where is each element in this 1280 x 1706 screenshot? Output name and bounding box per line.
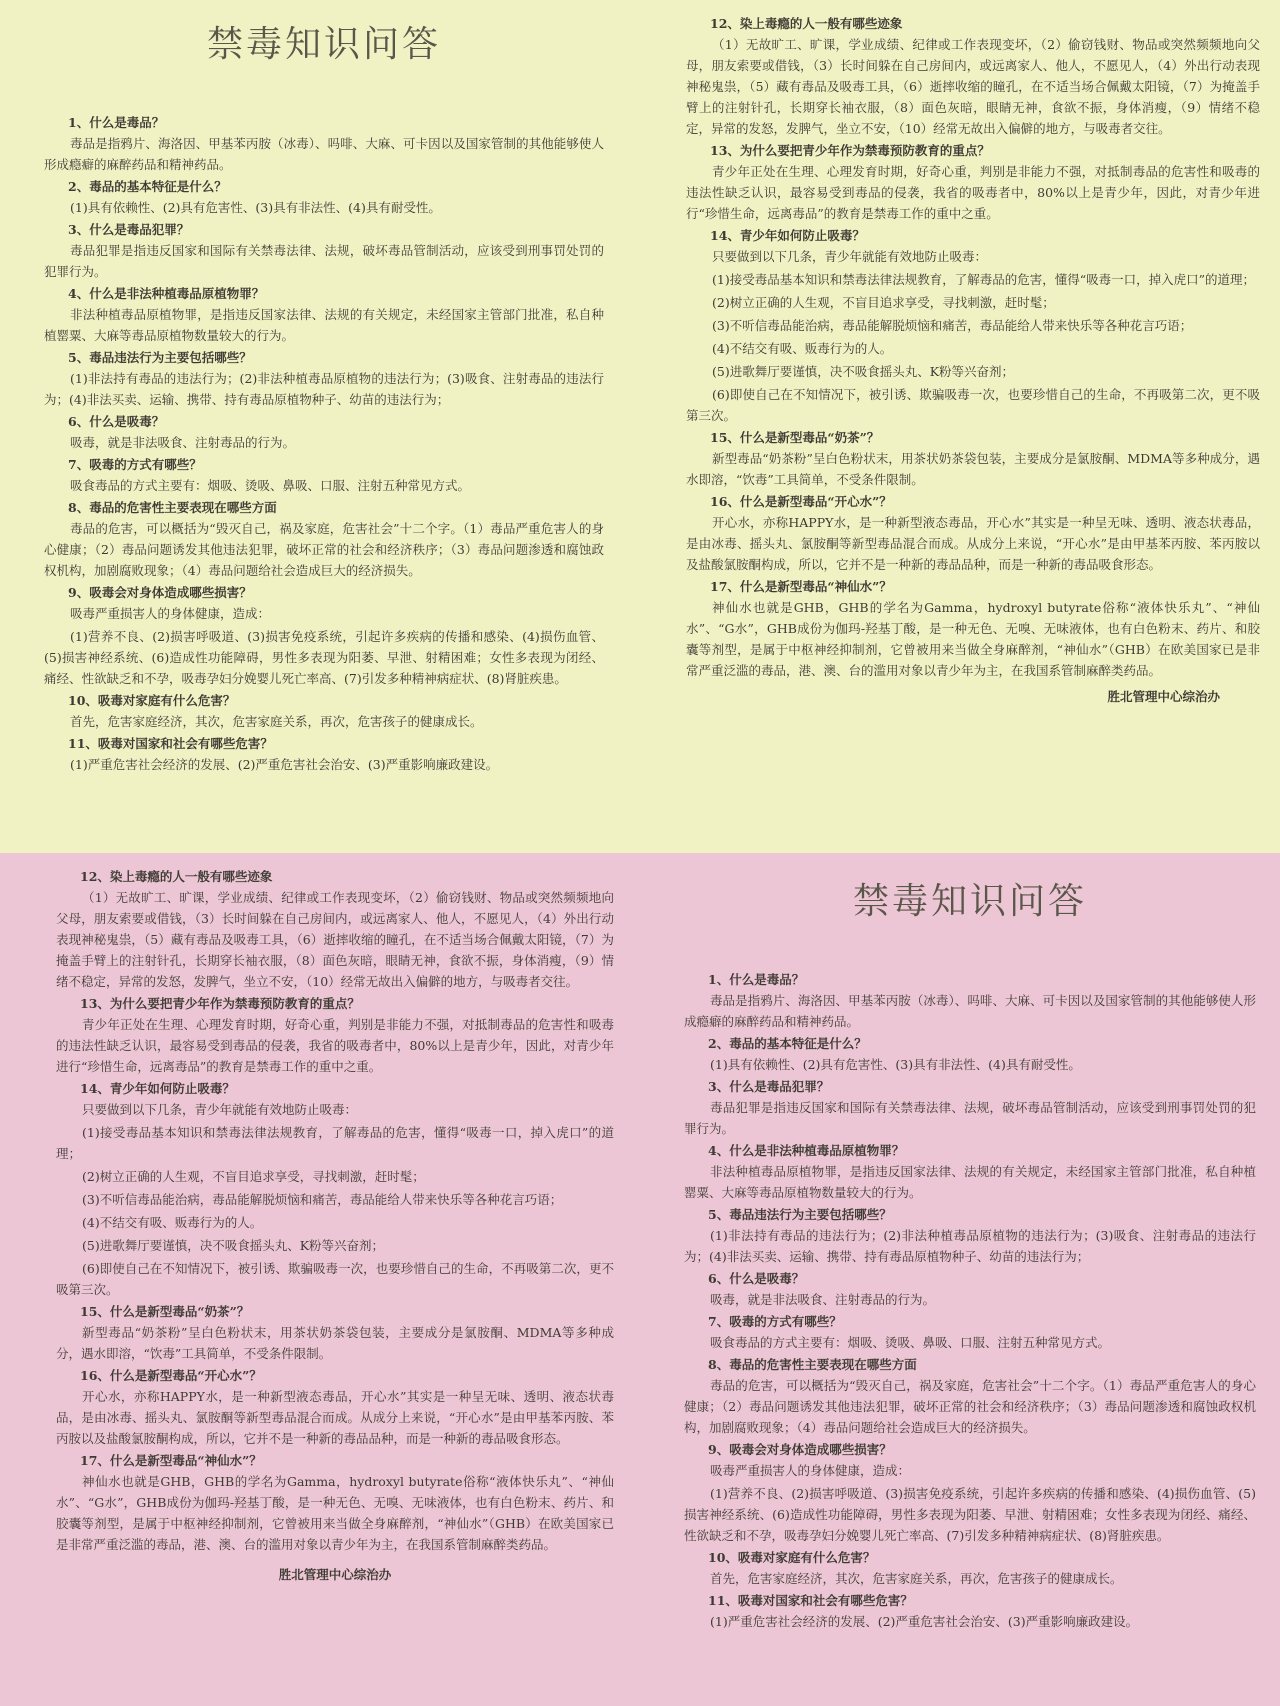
answer-text: 首先，危害家庭经济，其次，危害家庭关系，再次，危害孩子的健康成长。 <box>70 714 483 729</box>
answer-text: (1)严重危害社会经济的发展、(2)严重危害社会治安、(3)严重影响廉政建设。 <box>70 757 499 772</box>
question-heading: 12、染上毒瘾的人一般有哪些迹象 <box>710 16 903 31</box>
question-heading: 17、什么是新型毒品“神仙水”？ <box>710 579 892 594</box>
page-title: 禁毒知识问答 <box>852 881 1087 922</box>
page-title: 禁毒知识问答 <box>206 24 441 65</box>
question-heading: 8、毒品的危害性主要表现在哪些方面 <box>68 500 277 515</box>
answer-text: 青少年正处在生理、心理发育时期，好奇心重，判别是非能力不强，对抵制毒品的危害性和吸毒的违法性缺乏认识，最容易受到毒品的侵袭，我省的吸毒者中，80%以上是青少年，因此，对青少年进行“珍惜生命，远离毒品”的教育是禁毒工作的重中之重。 <box>686 164 1260 221</box>
answer-text: 毒品的危害，可以概括为“毁灭自己，祸及家庭，危害社会”十二个字。（1）毒品严重危害人的身心健康；（2）毒品问题诱发其他违法犯罪，破坏正常的社会和经济秩序；（3）毒品问题渗透和腐蚀政权机构，加剧腐败现象；（4）毒品问题给社会造成巨大的经济损失。 <box>684 1378 1256 1435</box>
question-heading: 9、吸毒会对身体造成哪些损害？ <box>68 585 252 600</box>
qa-list <box>44 113 604 775</box>
question-heading: 14、青少年如何防止吸毒？ <box>710 228 865 243</box>
answer-text: 神仙水也就是GHB，GHB的学名为Gamma，hydroxyl butyrate俗称“液体快乐丸”、“神仙水”、“G水”，GHB成份为伽玛-羟基丁酸，是一种无色、无嗅、无味液体，也有白色粉末、药片、和胶囊等剂型，是属于中枢神经抑制剂，它曾被用来当做全身麻醉剂，“神仙水”（GHB）在欧美国家已是非常严重泛滥的毒品，港、澳、台的滥用对象以青少年为主，在我国系管制麻醉类药品。 <box>56 1474 614 1552</box>
answer-text: 吸毒，就是非法吸食、注射毒品的行为。 <box>70 435 296 450</box>
question-heading: 5、毒品违法行为主要包括哪些？ <box>708 1207 892 1222</box>
answer-text: 毒品犯罪是指违反国家和国际有关禁毒法律、法规，破坏毒品管制活动，应该受到刑事罚处罚的犯罪行为。 <box>44 243 604 279</box>
answer-text: (6)即使自己在不知情况下，被引诱、欺骗吸毒一次，也要珍惜自己的生命，不再吸第二次，更不吸第三次。 <box>686 387 1260 423</box>
question-heading: 11、吸毒对国家和社会有哪些危害？ <box>708 1593 913 1608</box>
answer-text: 吸毒，就是非法吸食、注射毒品的行为。 <box>710 1292 936 1307</box>
answer-text: 非法种植毒品原植物罪，是指违反国家法律、法规的有关规定，未经国家主管部门批准，私自种植罂粟、大麻等毒品原植物数量较大的行为。 <box>684 1164 1256 1200</box>
answer-text: (3)不听信毒品能治病，毒品能解脱烦恼和痛苦，毒品能给人带来快乐等各种花言巧语； <box>82 1192 563 1207</box>
answer-text: (4)不结交有吸、贩毒行为的人。 <box>712 341 893 356</box>
panel-top-right <box>640 0 1280 853</box>
answer-text: 只要做到以下几条，青少年就能有效地防止吸毒： <box>82 1102 358 1117</box>
answer-text: (5)进歌舞厅要谨慎，决不吸食摇头丸、K粉等兴奋剂； <box>82 1238 385 1253</box>
question-heading: 13、为什么要把青少年作为禁毒预防教育的重点？ <box>80 996 360 1011</box>
answer-text: 毒品是指鸦片、海洛因、甲基苯丙胺（冰毒）、吗啡、大麻、可卡因以及国家管制的其他能够使人形成瘾癖的麻醉药品和精神药品。 <box>684 993 1256 1029</box>
answer-text: 吸毒严重损害人的身体健康，造成： <box>710 1463 911 1478</box>
question-heading: 7、吸毒的方式有哪些？ <box>68 457 202 472</box>
answer-text: (4)不结交有吸、贩毒行为的人。 <box>82 1215 263 1230</box>
answer-text: 吸食毒品的方式主要有：烟吸、烫吸、鼻吸、口服、注射五种常见方式。 <box>70 478 471 493</box>
question-heading: 15、什么是新型毒品“奶茶”？ <box>710 430 880 445</box>
question-heading: 10、吸毒对家庭有什么危害？ <box>708 1550 876 1565</box>
question-heading: 4、什么是非法种植毒品原植物罪？ <box>68 286 265 301</box>
answer-text: 非法种植毒品原植物罪，是指违反国家法律、法规的有关规定，未经国家主管部门批准，私自种植罂粟、大麻等毒品原植物数量较大的行为。 <box>44 307 604 343</box>
question-heading: 6、什么是吸毒？ <box>708 1271 805 1286</box>
question-heading: 16、什么是新型毒品“开心水”？ <box>80 1368 262 1383</box>
answer-text: (6)即使自己在不知情况下，被引诱、欺骗吸毒一次，也要珍惜自己的生命，不再吸第二次，更不吸第三次。 <box>56 1261 614 1297</box>
question-heading: 7、吸毒的方式有哪些？ <box>708 1314 842 1329</box>
answer-text: 青少年正处在生理、心理发育时期，好奇心重，判别是非能力不强，对抵制毒品的危害性和吸毒的违法性缺乏认识，最容易受到毒品的侵袭，我省的吸毒者中，80%以上是青少年，因此，对青少年进行“珍惜生命，远离毒品”的教育是禁毒工作的重中之重。 <box>56 1017 614 1074</box>
answer-text: 首先，危害家庭经济，其次，危害家庭关系，再次，危害孩子的健康成长。 <box>710 1571 1123 1586</box>
question-heading: 5、毒品违法行为主要包括哪些？ <box>68 350 252 365</box>
answer-text: (1)具有依赖性、(2)具有危害性、(3)具有非法性、(4)具有耐受性。 <box>70 200 441 215</box>
question-heading: 2、毒品的基本特征是什么？ <box>68 179 227 194</box>
question-heading: 14、青少年如何防止吸毒？ <box>80 1081 235 1096</box>
answer-text: (5)进歌舞厅要谨慎，决不吸食摇头丸、K粉等兴奋剂； <box>712 364 1015 379</box>
panel-top-left <box>0 0 640 853</box>
answer-text: 开心水，亦称HAPPY水，是一种新型液态毒品，开心水”其实是一种呈无味、透明、液态状毒品，是由冰毒、摇头丸、氯胺酮等新型毒品混合而成。从成分上来说，“开心水”是由甲基苯丙胺、苯丙胺以及盐酸氯胺酮构成，所以，它并不是一种新的毒品品种，而是一种新的毒品吸食形态。 <box>686 515 1260 572</box>
panel-bottom-right <box>640 853 1280 1706</box>
answer-text: （1）无故旷工、旷课，学业成绩、纪律或工作表现变坏，（2）偷窃钱财、物品或突然频频地向父母，朋友索要或借钱，（3）长时间躲在自己房间内，或远离家人、他人，不愿见人，（4）外出行动表现神秘鬼祟，（5）藏有毒品及吸毒工具，（6）逝摔收缩的瞳孔，在不适当场合佩戴太阳镜，（7）为掩盖手臂上的注射针孔，长期穿长袖衣服，（8）面色灰暗，眼睛无神，食欲不振，身体消瘦，（9）情绪不稳定，异常的发怒，发脾气，坐立不安，（10）经常无故出入偏僻的地方，与吸毒者交往。 <box>686 37 1260 136</box>
answer-text: (1)接受毒品基本知识和禁毒法律法规教育，了解毒品的危害，懂得“吸毒一口，掉入虎口”的道理； <box>712 272 1255 287</box>
answer-text: (2)树立正确的人生观，不盲目追求享受，寻找刺激，赶时髦； <box>82 1169 425 1184</box>
answer-text: (3)不听信毒品能治病，毒品能解脱烦恼和痛苦，毒品能给人带来快乐等各种花言巧语； <box>712 318 1193 333</box>
answer-text: (1)营养不良、(2)损害呼吸道、(3)损害免疫系统，引起许多疾病的传播和感染、(4)损伤血管、(5)损害神经系统、(6)造成性功能障碍，男性多表现为阳萎、早泄、射精困难；女性多表现为闭经、痛经、性欲缺乏和不孕，吸毒孕妇分娩婴儿死亡率高、(7)引发多种精神病症状、(8)肾脏疾患。 <box>684 1486 1256 1543</box>
answer-text: （1）无故旷工、旷课，学业成绩、纪律或工作表现变坏，（2）偷窃钱财、物品或突然频频地向父母，朋友索要或借钱，（3）长时间躲在自己房间内，或远离家人、他人，不愿见人，（4）外出行动表现神秘鬼祟，（5）藏有毒品及吸毒工具，（6）逝摔收缩的瞳孔，在不适当场合佩戴太阳镜，（7）为掩盖手臂上的注射针孔，长期穿长袖衣服，（8）面色灰暗，眼睛无神，食欲不振，身体消瘦，（9）情绪不稳定，异常的发怒，发脾气，坐立不安，（10）经常无故出入偏僻的地方，与吸毒者交往。 <box>56 890 614 989</box>
answer-text: 开心水，亦称HAPPY水，是一种新型液态毒品，开心水”其实是一种呈无味、透明、液态状毒品，是由冰毒、摇头丸、氯胺酮等新型毒品混合而成。从成分上来说，“开心水”是由甲基苯丙胺、苯丙胺以及盐酸氯胺酮构成，所以，它并不是一种新的毒品品种，而是一种新的毒品吸食形态。 <box>56 1389 614 1446</box>
answer-text: 毒品的危害，可以概括为“毁灭自己，祸及家庭，危害社会”十二个字。（1）毒品严重危害人的身心健康；（2）毒品问题诱发其他违法犯罪，破坏正常的社会和经济秩序；（3）毒品问题渗透和腐蚀政权机构，加剧腐败现象；（4）毒品问题给社会造成巨大的经济损失。 <box>44 521 604 578</box>
question-heading: 6、什么是吸毒？ <box>68 414 165 429</box>
answer-text: 吸食毒品的方式主要有：烟吸、烫吸、鼻吸、口服、注射五种常见方式。 <box>710 1335 1111 1350</box>
question-heading: 1、什么是毒品？ <box>68 115 165 130</box>
question-heading: 9、吸毒会对身体造成哪些损害？ <box>708 1442 892 1457</box>
answer-text: (1)非法持有毒品的违法行为；(2)非法种植毒品原植物的违法行为；(3)吸食、注射毒品的违法行为；(4)非法买卖、运输、携带、持有毒品原植物种子、幼苗的违法行为； <box>44 371 604 407</box>
question-heading: 4、什么是非法种植毒品原植物罪？ <box>708 1143 905 1158</box>
question-heading: 10、吸毒对家庭有什么危害？ <box>68 693 236 708</box>
answer-text: 只要做到以下几条，青少年就能有效地防止吸毒： <box>712 249 988 264</box>
question-heading: 13、为什么要把青少年作为禁毒预防教育的重点？ <box>710 143 990 158</box>
question-heading: 3、什么是毒品犯罪？ <box>68 222 190 237</box>
panel-bottom-left <box>0 853 640 1706</box>
answer-text: 神仙水也就是GHB，GHB的学名为Gamma，hydroxyl butyrate俗称“液体快乐丸”、“神仙水”、“G水”，GHB成份为伽玛-羟基丁酸，是一种无色、无嗅、无味液体，也有白色粉末、药片、和胶囊等剂型，是属于中枢神经抑制剂，它曾被用来当做全身麻醉剂，“神仙水”（GHB）在欧美国家已是非常严重泛滥的毒品，港、澳、台的滥用对象以青少年为主，在我国系管制麻醉类药品。 <box>686 600 1260 678</box>
qa-list <box>56 867 614 1555</box>
question-heading: 8、毒品的危害性主要表现在哪些方面 <box>708 1357 917 1372</box>
answer-text: (1)严重危害社会经济的发展、(2)严重危害社会治安、(3)严重影响廉政建设。 <box>710 1614 1139 1629</box>
question-heading: 15、什么是新型毒品“奶茶”？ <box>80 1304 250 1319</box>
question-heading: 3、什么是毒品犯罪？ <box>708 1079 830 1094</box>
question-heading: 12、染上毒瘾的人一般有哪些迹象 <box>80 869 273 884</box>
question-heading: 16、什么是新型毒品“开心水”？ <box>710 494 892 509</box>
qa-list <box>686 14 1260 681</box>
answer-text: (1)营养不良、(2)损害呼吸道、(3)损害免疫系统，引起许多疾病的传播和感染、(4)损伤血管、(5)损害神经系统、(6)造成性功能障碍，男性多表现为阳萎、早泄、射精困难；女性多表现为闭经、痛经、性欲缺乏和不孕，吸毒孕妇分娩婴儿死亡率高、(7)引发多种精神病症状、(8)肾脏疾患。 <box>44 629 604 686</box>
answer-text: 吸毒严重损害人的身体健康，造成： <box>70 606 271 621</box>
answer-text: (2)树立正确的人生观，不盲目追求享受，寻找刺激，赶时髦； <box>712 295 1055 310</box>
signature: 胜北管理中心综治办 <box>278 1567 392 1582</box>
answer-text: (1)具有依赖性、(2)具有危害性、(3)具有非法性、(4)具有耐受性。 <box>710 1057 1081 1072</box>
answer-text: 新型毒品“奶茶粉”呈白色粉状末，用茶状奶茶袋包装，主要成分是氯胺酮、MDMA等多种成分，遇水即溶，“饮毒”工具简单，不受条件限制。 <box>56 1325 614 1361</box>
answer-text: (1)接受毒品基本知识和禁毒法律法规教育，了解毒品的危害，懂得“吸毒一口，掉入虎口”的道理； <box>56 1125 614 1161</box>
answer-text: 新型毒品“奶茶粉”呈白色粉状末，用茶状奶茶袋包装，主要成分是氯胺酮、MDMA等多种成分，遇水即溶，“饮毒”工具简单，不受条件限制。 <box>686 451 1260 487</box>
qa-list <box>684 970 1256 1632</box>
signature: 胜北管理中心综治办 <box>1107 689 1220 704</box>
question-heading: 1、什么是毒品？ <box>708 972 805 987</box>
question-heading: 2、毒品的基本特征是什么？ <box>708 1036 867 1051</box>
answer-text: 毒品犯罪是指违反国家和国际有关禁毒法律、法规，破坏毒品管制活动，应该受到刑事罚处罚的犯罪行为。 <box>684 1100 1256 1136</box>
question-heading: 17、什么是新型毒品“神仙水”？ <box>80 1453 262 1468</box>
question-heading: 11、吸毒对国家和社会有哪些危害？ <box>68 736 273 751</box>
answer-text: (1)非法持有毒品的违法行为；(2)非法种植毒品原植物的违法行为；(3)吸食、注射毒品的违法行为；(4)非法买卖、运输、携带、持有毒品原植物种子、幼苗的违法行为； <box>684 1228 1256 1264</box>
answer-text: 毒品是指鸦片、海洛因、甲基苯丙胺（冰毒）、吗啡、大麻、可卡因以及国家管制的其他能够使人形成瘾癖的麻醉药品和精神药品。 <box>44 136 604 172</box>
